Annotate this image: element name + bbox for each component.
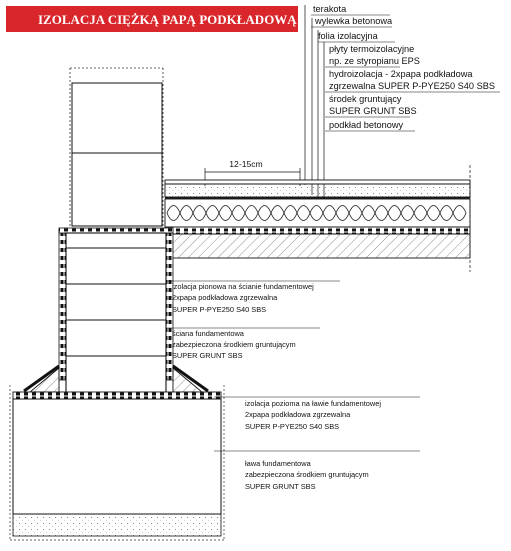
callout-footing-desc: zabezpieczona środkiem gruntującym	[245, 470, 369, 479]
wall-callouts	[166, 281, 340, 360]
title-banner	[6, 6, 298, 32]
callout-foundation-wall-title: ściana fundamentowa	[172, 329, 244, 338]
callout-foundation-wall-desc: zabezpieczona środkiem gruntującym	[172, 340, 296, 349]
upper-wall-outline	[70, 68, 163, 228]
upper-wall-blocks	[72, 83, 162, 226]
layer-label-screed: wylewka betonowa	[315, 16, 393, 26]
layer-label-insulation-note: np. ze styropianu EPS	[329, 56, 420, 66]
callout-footing-product: SUPER GRUNT SBS	[245, 482, 316, 491]
page-title: IZOLACJA CIĘŻKĄ PAPĄ PODKŁADOWĄ	[38, 12, 297, 27]
footing-callouts	[214, 397, 420, 491]
dimension-label: 12-15cm	[229, 159, 263, 169]
layer-label-terakota: terakota	[313, 4, 347, 14]
layer-label-concrete-base: podkład betonowy	[329, 120, 404, 130]
layer-label-primer-product: SUPER GRUNT SBS	[329, 106, 417, 116]
callout-horizontal-insulation-desc: 2xpapa podkładowa zgrzewalna	[245, 410, 351, 419]
layer-label-waterproofing-product: zgrzewalna SUPER P-PYE250 S40 SBS	[329, 81, 495, 91]
callout-vertical-insulation-title: izolacja pionowa na ścianie fundamentowej	[172, 282, 314, 291]
layer-label-insulation: płyty termoizolacyjne	[329, 44, 415, 54]
callout-vertical-insulation-desc: 2xpapa podkładowa zgrzewalna	[172, 293, 278, 302]
callout-horizontal-insulation-title: izolacja pozioma na ławie fundamentowej	[245, 399, 381, 408]
callout-horizontal-insulation-product: SUPER P-PYE250 S40 SBS	[245, 422, 340, 431]
layer-label-waterproofing: hydroizolacja - 2xpapa podkładowa	[329, 69, 473, 79]
floor-layers	[165, 165, 470, 272]
foundation-wall	[59, 228, 173, 393]
footing	[10, 385, 224, 540]
callout-footing-title: ława fundamentowa	[245, 459, 311, 468]
callout-foundation-wall-product: SUPER GRUNT SBS	[172, 351, 243, 360]
layer-label-foil: folia izolacyjna	[318, 31, 378, 41]
layer-label-primer: środek gruntujący	[329, 94, 402, 104]
callout-vertical-insulation-product: SUPER P-PYE250 S40 SBS	[172, 305, 267, 314]
